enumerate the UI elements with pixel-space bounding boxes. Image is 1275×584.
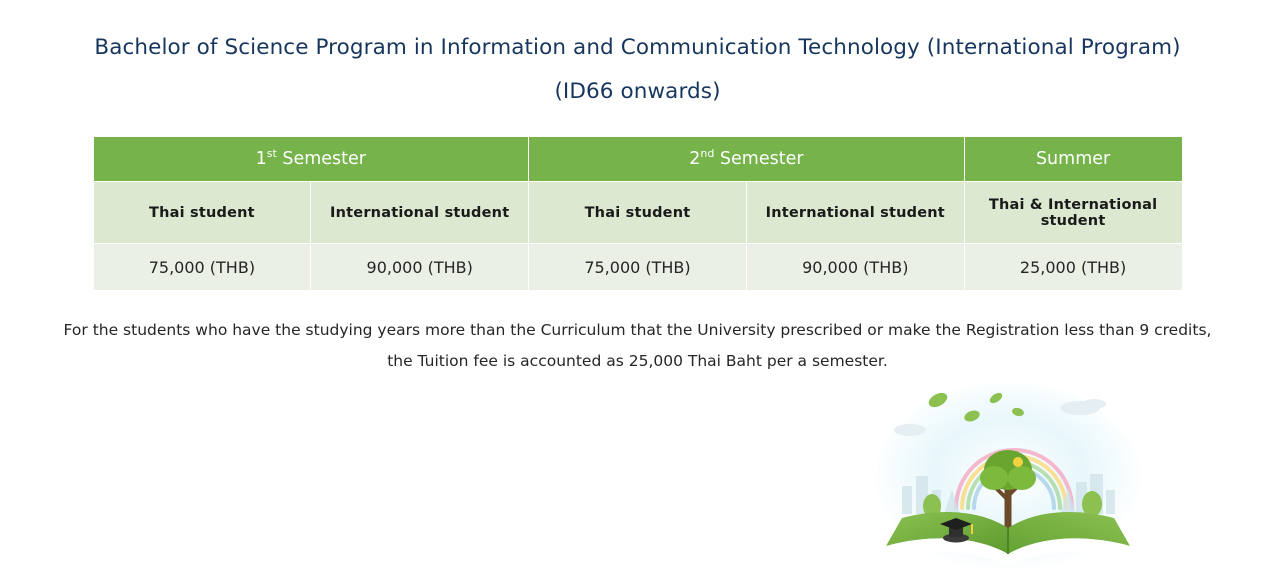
group-header-first-semester [93,137,529,182]
sub-header-thai-and-international-student: Thai & International student [964,182,1182,244]
tuition-note-line-1: For the students who have the studying years more than the Curriculum that the University prescribed or make the Registration less than 9 credits, [63,321,1212,339]
tuition-note-line-2: the Tuition fee is accounted as 25,000 Thai Baht per a semester. [387,352,888,370]
tuition-fee-table [93,136,1183,291]
page-title [0,0,1275,114]
sub-header-thai-student-1: Thai student [93,182,311,244]
group-header-2-suffix: Semester [714,149,804,169]
fee-value-international-2: 90,000 (THB) [746,244,964,291]
group-header-1-prefix: 1 [255,149,267,169]
group-header-2-prefix: 2 [689,149,701,169]
group-header-1-sup: st [266,147,277,161]
sub-header-thai-student-2: Thai student [529,182,747,244]
page-title-line-1: Bachelor of Science Program in Information and Communication Technology (International Program) [94,35,1181,60]
tuition-note [30,315,1245,377]
fee-value-international-1: 90,000 (THB) [311,244,529,291]
group-header-1-suffix: Semester [276,149,366,169]
group-header-second-semester [529,137,965,182]
table-row-sub-headers [93,182,1182,244]
sub-header-international-student-1: International student [311,182,529,244]
table-row-group-headers [93,137,1182,182]
fee-value-thai-1: 75,000 (THB) [93,244,311,291]
tuition-fee-table-wrapper [93,136,1183,291]
fee-value-thai-2: 75,000 (THB) [529,244,747,291]
fee-value-summer: 25,000 (THB) [964,244,1182,291]
open-book-tree-graduation-illustration [868,378,1148,580]
group-header-2-sup: nd [700,147,715,161]
table-row-values [93,244,1182,291]
illustration-svg [868,378,1148,580]
sub-header-international-student-2: International student [746,182,964,244]
group-header-summer: Summer [964,137,1182,182]
page-title-line-2: (ID66 onwards) [554,79,721,104]
